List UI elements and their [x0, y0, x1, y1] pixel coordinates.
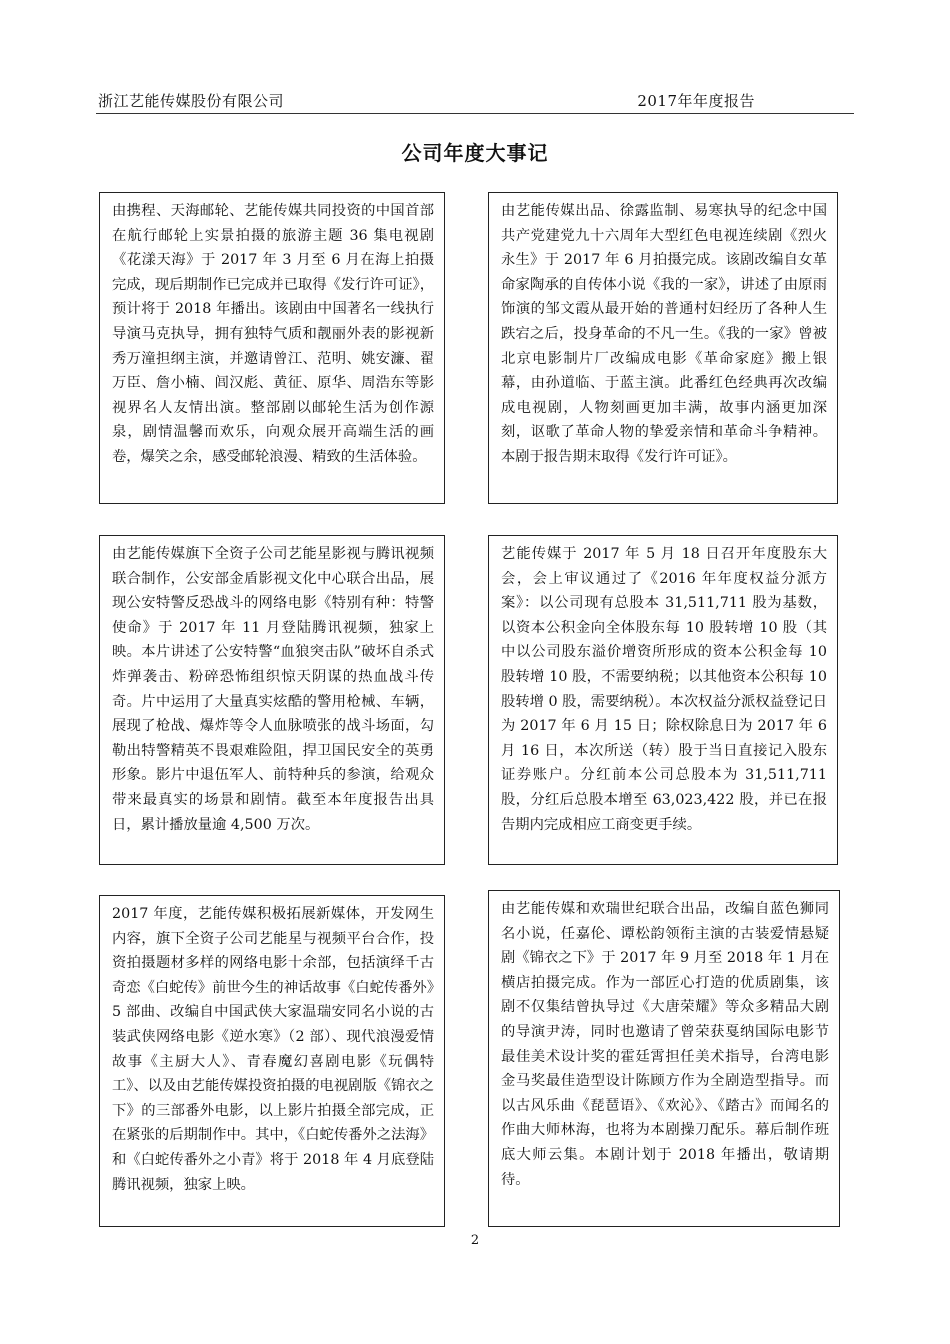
- event-box-web-movies: 2017 年度，艺能传媒积极拓展新媒体，开发网生内容，旗下全资子公司艺能星与视频平台合作，投资拍摄题材多样的网络电影十余部，包括演绎千古奇恋《白蛇传》前世今生的神话故事《白蛇传番外》5 部曲、改编自中国武侠大家温瑞安同名小说的古装武侠网络电影《逆水寒》（2 部）、现代浪漫爱情故事《主厨大人》、青春魔幻喜剧电影《玩偶特工》、以及由艺能传媒投资拍摄的电视剧版《锦衣之下》的三部番外电影，以上影片拍摄全部完成，正在紧张的后期制作中。其中，《白蛇传番外之法海》和《白蛇传番外之小青》将于 2018 年 4 月底登陆腾讯视频，独家上映。: [99, 895, 445, 1227]
- event-box-liehuo-yongsheng: 由艺能传媒出品、徐露监制、易寒执导的纪念中国共产党建党九十六周年大型红色电视连续剧《烈火永生》于 2017 年 6 月拍摄完成。该剧改编自女革命家陶承的自传体小说《我的一家》，讲述了由原雨饰演的邹文霞从最开始的普通村妇经历了各种人生跌宕之后，投身革命的不凡一生。《我的一家》曾被北京电影制片厂改编成电影《革命家庭》搬上银幕，由孙道临、于蓝主演。此番红色经典再次改编成电视剧，人物刻画更加丰满，故事内涵更加深刻，讴歌了革命人物的挚爱亲情和革命斗争精神。本剧于报告期末取得《发行许可证》。: [488, 192, 838, 504]
- page-title: 公司年度大事记: [401, 141, 549, 165]
- event-box-jinyi-zhixia: 由艺能传媒和欢瑞世纪联合出品，改编自蓝色狮同名小说，任嘉伦、谭松韵领衔主演的古装爱情悬疑剧《锦衣之下》于 2017 年 9 月至 2018 年 1 月在横店拍摄完成。作为一部匠心打造的优质剧集，该剧不仅集结曾执导过《大唐荣耀》等众多精品大剧的导演尹涛，同时也邀请了曾荣获戛纳国际电影节最佳美术设计奖的霍廷霄担任美术指导，台湾电影金马奖最佳造型设计陈顾方作为全剧造型指导。而以古风乐曲《琵琶语》、《欢沁》、《踏古》而闻名的作曲大师林海，也将为本剧操刀配乐。幕后制作班底大师云集。本剧计划于 2018 年播出，敬请期待。: [488, 890, 840, 1227]
- header-report-title: 2017年年度报告: [637, 92, 755, 110]
- event-box-tebie-youzhong: 由艺能传媒旗下全资子公司艺能星影视与腾讯视频联合制作，公安部金盾影视文化中心联合出品，展现公安特警反恐战斗的网络电影《特别有种：特警使命》于 2017 年 11 月登陆腾讯视频，独家上映。本片讲述了公安特警“血狼突击队”破坏自杀式炸弹袭击、粉碎恐怖组织惊天阴谋的热血战斗传奇。片中运用了大量真实炫酷的警用枪械、车辆，展现了枪战、爆炸等令人血脉喷张的战斗场面，勾勒出特警精英不畏艰难险阻，捍卫国民安全的英勇形象。影片中退伍军人、前特种兵的参演，给观众带来最真实的场景和剧情。截至本年度报告出具日，累计播放量逾 4,500 万次。: [99, 535, 445, 865]
- page-number: 2: [470, 1233, 480, 1248]
- header-company-name: 浙江艺能传媒股份有限公司: [98, 92, 285, 110]
- event-box-huayang-tianhai: 由携程、天海邮轮、艺能传媒共同投资的中国首部在航行邮轮上实景拍摄的旅游主题 36 集电视剧《花漾天海》于 2017 年 3 月至 6 月在海上拍摄完成，现后期制作已完成并已取得《发行许可证》，预计将于 2018 年播出。该剧由中国著名一线执行导演马克执导，拥有独特气质和靓丽外表的影视新秀万潼担纲主演，并邀请曾江、范明、姚安濂、翟万臣、詹小楠、闾汉彪、黄征、原华、周浩东等影视界名人友情出演。整部剧以邮轮生活为创作源泉，剧情温馨而欢乐，向观众展开高端生活的画卷，爆笑之余，感受邮轮浪漫、精致的生活体验。: [99, 192, 445, 504]
- event-box-equity-distribution: 艺能传媒于 2017 年 5 月 18 日召开年度股东大会，会上审议通过了《2016 年年度权益分派方案》：以公司现有总股本 31,511,711 股为基数，以资本公积金向全体股东每 10 股转增 10 股（其中以公司股东溢价增资所形成的资本公积金每 10 股转增 10 股，不需要纳税；以其他资本公积每 10 股转增 0 股，需要纳税）。本次权益分派权益登记日为 2017 年 6 月 15 日；除权除息日为 2017 年 6 月 16 日，本次所送（转）股于当日直接记入股东证券账户。分红前本公司总股本为 31,511,711 股，分红后总股本增至 63,023,422 股，并已在报告期内完成相应工商变更手续。: [488, 535, 838, 865]
- header-divider: [96, 113, 854, 114]
